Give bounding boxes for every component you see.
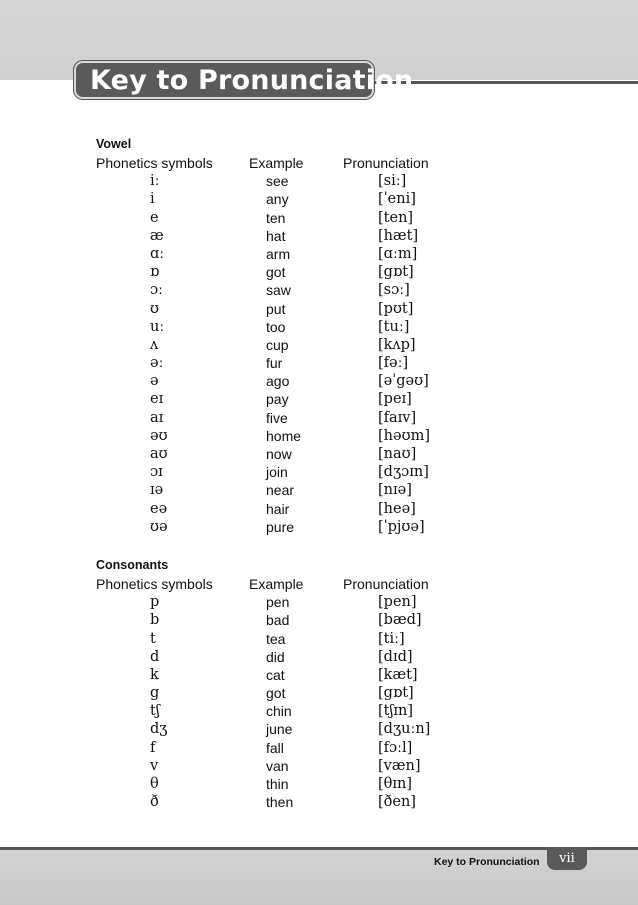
example-word: join (266, 464, 288, 481)
phonetic-symbol: v (150, 757, 159, 774)
pronunciation: [heə] (378, 500, 416, 517)
table-row (96, 593, 576, 611)
column-header-symbols: Phonetics symbols (96, 575, 213, 592)
table-row (96, 263, 576, 281)
phonetic-symbol: ɪə (150, 482, 164, 499)
vowel-table-header (96, 154, 576, 172)
vowel-section-title: Vowel (96, 137, 132, 151)
example-word: got (266, 685, 286, 702)
table-row (96, 481, 576, 499)
consonants-table-header (96, 575, 576, 593)
example-word: fall (266, 739, 284, 756)
pronunciation: [tuː] (378, 318, 410, 335)
phonetic-symbol: g (150, 685, 160, 702)
phonetic-symbol: uː (150, 318, 165, 335)
table-row (96, 611, 576, 629)
pronunciation: [əˈgəʊ] (378, 373, 429, 390)
phonetic-symbol: ð (150, 794, 159, 811)
chapter-title-box (74, 61, 414, 99)
phonetic-symbol: eə (150, 500, 168, 517)
phonetic-symbol: ə (150, 373, 159, 390)
phonetic-symbol: eɪ (150, 391, 164, 408)
pronunciation-key (96, 135, 576, 811)
table-row (96, 427, 576, 445)
phonetic-symbol: tʃ (150, 703, 160, 720)
table-row (96, 245, 576, 263)
phonetic-symbol: aʊ (150, 446, 168, 462)
table-row (96, 702, 576, 720)
pronunciation: [naʊ] (378, 446, 417, 462)
example-word: tea (266, 630, 286, 647)
pronunciation: [dɪd] (378, 648, 413, 665)
phonetic-symbol: θ (150, 776, 159, 792)
example-word: pay (266, 391, 289, 408)
example-word: hair (266, 500, 290, 517)
pronunciation: [hæt] (378, 227, 419, 244)
table-row (96, 209, 576, 227)
phonetic-symbol: əː (150, 355, 164, 372)
footer-band (0, 850, 638, 905)
example-word: then (266, 794, 294, 811)
pronunciation: [dʒɔɪn] (378, 464, 429, 481)
phonetic-symbol: aɪ (150, 409, 164, 426)
example-word: cat (266, 666, 285, 683)
example-word: chin (266, 703, 292, 720)
example-word: any (266, 191, 289, 208)
example-word: thin (266, 776, 289, 792)
example-word: ago (266, 373, 290, 390)
example-word: ten (266, 209, 286, 226)
table-row (96, 500, 576, 518)
page-title: Key to Pronunciation (90, 64, 414, 96)
table-row (96, 757, 576, 775)
phonetic-symbol: iː (150, 173, 160, 190)
phonetic-symbol: t (150, 630, 156, 647)
column-header-example: Example (249, 155, 304, 171)
pronunciation: [pʊt] (378, 300, 414, 317)
pronunciation: [dʒuːn] (378, 721, 431, 738)
table-row (96, 445, 576, 463)
phonetic-symbol: b (150, 612, 160, 629)
table-row (96, 372, 576, 390)
phonetic-symbol: dʒ (150, 721, 168, 738)
pronunciation: [gɒt] (378, 264, 414, 281)
table-row (96, 720, 576, 738)
pronunciation: [ˈeni] (378, 191, 416, 208)
phonetic-symbol: əʊ (150, 427, 168, 444)
page-number-tab (547, 847, 587, 870)
table-row (96, 793, 576, 811)
pronunciation: [ðen] (378, 794, 416, 811)
table-row (96, 463, 576, 481)
pronunciation: [həʊm] (378, 427, 430, 444)
phonetic-symbol: ʊ (150, 300, 159, 317)
page-number: vii (559, 851, 575, 866)
footer-running-title: Key to Pronunciation (434, 856, 540, 868)
pronunciation: [nɪə] (378, 482, 412, 499)
table-row (96, 409, 576, 427)
pronunciation: [tʃɪn] (378, 703, 414, 720)
table-row (96, 390, 576, 408)
table-row (96, 354, 576, 372)
example-word: got (266, 264, 286, 281)
example-word: cup (266, 336, 289, 353)
pronunciation: [ten] (378, 209, 414, 226)
example-word: see (266, 173, 289, 190)
table-row (96, 336, 576, 354)
consonants-section-title: Consonants (96, 557, 169, 572)
phonetic-symbol: e (150, 209, 159, 226)
table-row (96, 227, 576, 245)
table-row (96, 190, 576, 208)
pronunciation: [væn] (378, 757, 421, 774)
phonetic-symbol: ʌ (150, 336, 159, 353)
table-row (96, 630, 576, 648)
example-word: too (266, 318, 286, 335)
column-header-pronunciation: Pronunciation (343, 155, 429, 171)
phonetic-symbol: æ (150, 227, 164, 244)
table-row (96, 775, 576, 793)
phonetic-symbol: p (150, 594, 160, 611)
pronunciation: [fɔːl] (378, 739, 413, 756)
pronunciation: [bæd] (378, 612, 422, 629)
example-word: pen (266, 594, 290, 611)
example-word: now (266, 446, 292, 462)
example-word: fur (266, 355, 283, 372)
phonetic-symbol: f (150, 739, 156, 756)
phonetic-symbol: ʊə (150, 518, 168, 535)
phonetic-symbol: k (150, 666, 159, 683)
pronunciation: [kʌp] (378, 336, 416, 353)
table-row (96, 300, 576, 318)
pronunciation: [gɒt] (378, 685, 414, 702)
example-word: hat (266, 227, 286, 244)
consonants-table (96, 593, 576, 811)
section-gap (96, 536, 576, 556)
phonetic-symbol: d (150, 648, 160, 665)
table-row (96, 318, 576, 336)
example-word: june (266, 721, 293, 738)
example-word: bad (266, 612, 290, 629)
table-row (96, 666, 576, 684)
phonetic-symbol: ɔː (150, 282, 164, 299)
table-row (96, 648, 576, 666)
vowel-table (96, 172, 576, 536)
example-word: pure (266, 518, 295, 535)
example-word: did (266, 648, 285, 665)
table-row (96, 172, 576, 190)
pronunciation: [siː] (378, 173, 407, 190)
pronunciation: [fəː] (378, 355, 409, 372)
pronunciation: [sɔː] (378, 282, 410, 299)
table-row (96, 684, 576, 702)
example-word: van (266, 757, 289, 774)
phonetic-symbol: ɔɪ (150, 464, 163, 481)
pronunciation: [faɪv] (378, 409, 417, 426)
pronunciation: [peɪ] (378, 391, 412, 408)
pronunciation: [pen] (378, 594, 417, 611)
column-header-example: Example (249, 575, 304, 592)
example-word: five (266, 409, 288, 426)
example-word: arm (266, 245, 291, 262)
phonetic-symbol: ɑː (150, 245, 165, 262)
example-word: put (266, 300, 286, 317)
example-word: near (266, 482, 295, 499)
phonetic-symbol: ɒ (150, 264, 160, 281)
column-header-pronunciation: Pronunciation (343, 575, 429, 592)
pronunciation: [ˈpjʊə] (378, 518, 425, 535)
pronunciation: [θɪn] (378, 776, 413, 792)
example-word: saw (266, 282, 291, 299)
example-word: home (266, 427, 302, 444)
pronunciation: [kæt] (378, 666, 418, 683)
pronunciation: [ɑːm] (378, 245, 418, 262)
pronunciation: [tiː] (378, 630, 405, 647)
phonetic-symbol: i (150, 191, 155, 208)
column-header-symbols: Phonetics symbols (96, 155, 213, 171)
table-row (96, 739, 576, 757)
table-row (96, 281, 576, 299)
table-row (96, 518, 576, 536)
